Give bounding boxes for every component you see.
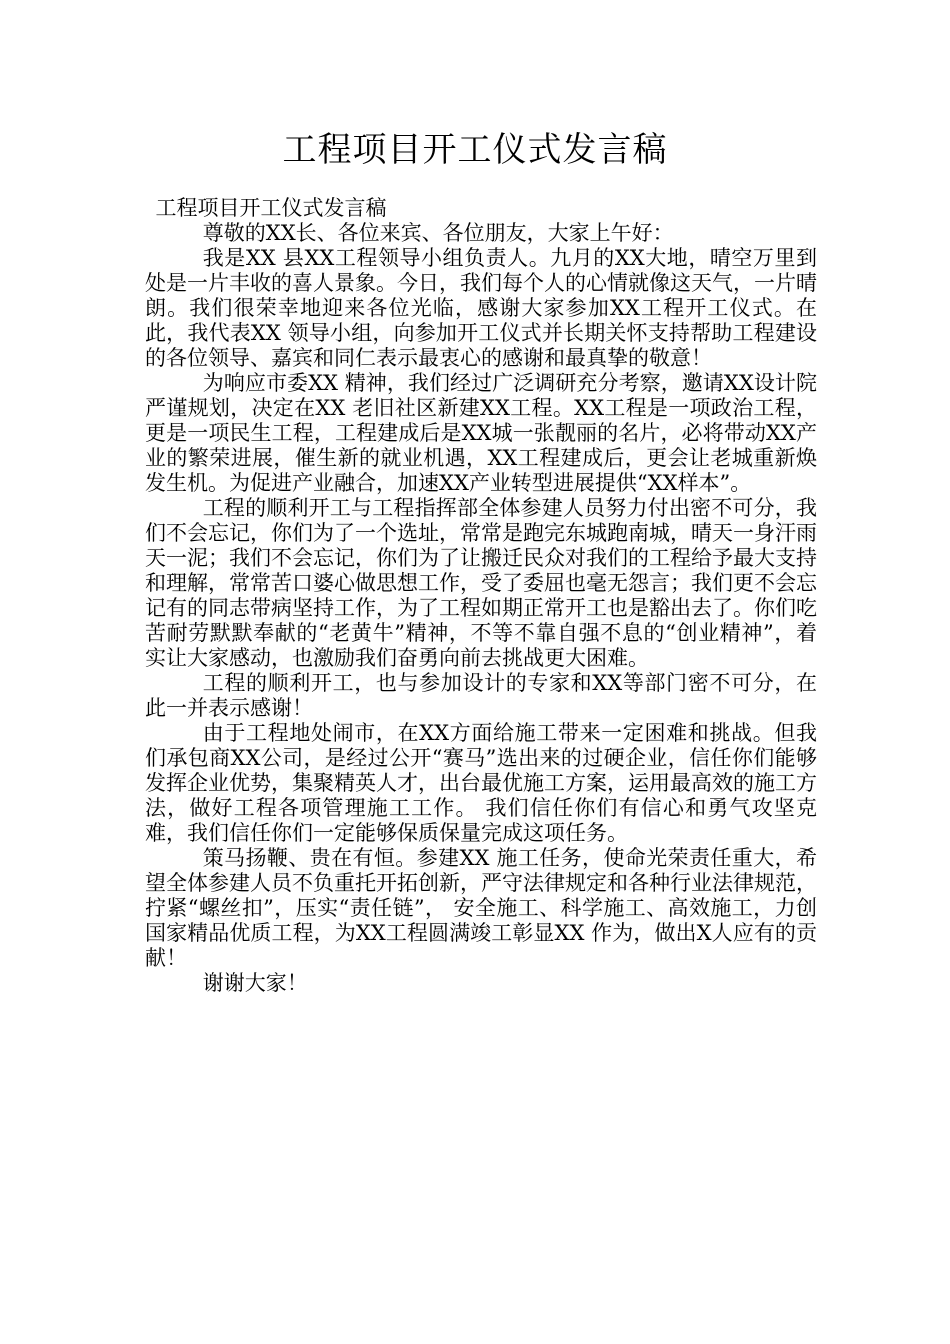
document-subtitle: 工程项目开工仪式发言稿 [155,196,387,220]
body-paragraph: 策马扬鞭、贵在有恒。参建XX 施工任务，使命光荣责任重大，希望全体参建人员不负重托开拓创新，严守法律规定和各种行业法律规范，拧紧“螺丝扣”，压实“责任链”， 安全施工、科学施工、高效施工，力创国家精品优质工程，为XX工程圆满竣工彰显XX 作为，做出X人应有的贡献！ [145,846,817,970]
body-paragraph: 为响应市委XX 精神，我们经过广泛调研充分考察，邀请XX设计院严谨规划，决定在XX 老旧社区新建XX工程。XX工程是一项政治工程，更是一项民生工程，工程建成后是XX城一张靓丽的名片，必将带动XX产业的繁荣进展，催生新的就业机遇，XX工程建成后，更会让老城重新焕发生机。为促进产业融合，加速XX产业转型进展提供“XX样本”。 [145,371,817,495]
document-body [145,196,817,996]
salutation-paragraph: 尊敬的XX长、各位来宾、各位朋友，大家上午好： [202,221,674,245]
document-title: 工程项目开工仪式发言稿 [282,130,668,170]
body-paragraph: 工程的顺利开工与工程指挥部全体参建人员努力付出密不可分，我们不会忘记，你们为了一个选址，常常是跑完东城跑南城，晴天一身汗雨天一泥；我们不会忘记，你们为了让搬迁民众对我们的工程给予最大支持和理解，常常苦口婆心做思想工作，受了委屈也毫无怨言；我们更不会忘记有的同志带病坚持工作，为了工程如期正常开工也是豁出去了。你们吃苦耐劳默默奉献的“老黄牛”精神，不等不靠自强不息的“创业精神”，着实让大家感动，也激励我们奋勇向前去挑战更大困难。 [145,496,817,670]
body-paragraph: 由于工程地处闹市，在XX方面给施工带来一定困难和挑战。但我们承包商XX公司，是经过公开“赛马”选出来的过硬企业，信任你们能够发挥企业优势，集聚精英人才，出台最优施工方案，运用最高效的施工方法，做好工程各项管理施工工作。 我们信任你们有信心和勇气攻坚克难，我们信任你们一定能够保质保量完成这项任务。 [145,721,817,845]
closing-paragraph: 谢谢大家！ [202,971,308,995]
body-paragraph: 工程的顺利开工，也与参加设计的专家和XX等部门密不可分，在此一并表示感谢！ [145,671,817,720]
body-paragraph: 我是XX 县XX工程领导小组负责人。九月的XX大地，晴空万里到处是一片丰收的喜人景象。今日，我们每个人的心情就像这天气，一片晴朗。我们很荣幸地迎来各位光临，感谢大家参加XX工程开工仪式。在此，我代表XX 领导小组，向参加开工仪式并长期关怀支持帮助工程建设的各位领导、嘉宾和同仁表示最衷心的感谢和最真挚的敬意！ [145,246,817,370]
